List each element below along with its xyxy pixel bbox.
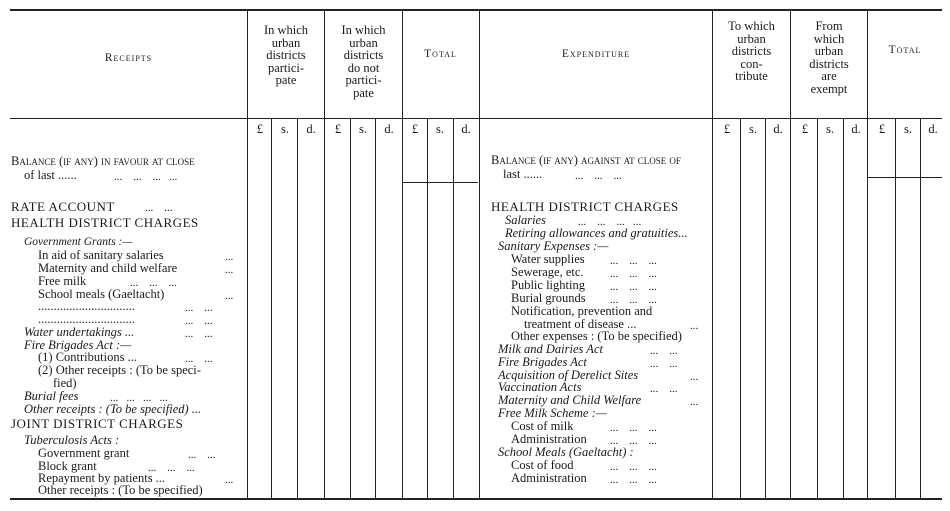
total-rule-right: [868, 177, 942, 178]
shilling-label: s.: [281, 122, 289, 136]
sub-divider: [453, 118, 454, 499]
leader-dots: ... ... ...: [610, 422, 657, 434]
expenditure-heading: Expenditure: [561, 48, 631, 60]
expenditure-row: Maternity and Child Welfare: [498, 393, 642, 407]
pound-label: £: [334, 122, 342, 136]
not-participate-heading: [325, 24, 402, 99]
expenditure-row: Public lighting: [511, 278, 585, 292]
expenditure-row: Acquisition of Derelict Sites: [498, 368, 639, 382]
expenditure-row: Cost of food: [511, 458, 574, 472]
leader-dots: ... ...: [185, 328, 213, 340]
header-rule: [10, 118, 942, 119]
leader-dots: ... ... ... ...: [110, 392, 168, 404]
receipts-row: In aid of sanitary salaries: [38, 248, 164, 262]
pound-label: £: [256, 122, 264, 136]
header-line: pate: [353, 85, 374, 100]
leader-dots: ... ... ...: [610, 268, 657, 280]
leader-dots: ...: [225, 474, 234, 486]
leader-dots: ...: [225, 264, 234, 276]
header-line: are: [821, 69, 837, 83]
expenditure-row: Sewerage, etc.: [511, 265, 584, 279]
sub-divider: [843, 118, 844, 499]
col-divider: [867, 10, 868, 499]
receipts-heading: Receipts: [104, 52, 153, 64]
receipts-row: ...............................: [38, 299, 135, 313]
receipts-row: Water undertakings ...: [24, 325, 135, 339]
leader-dots: ...: [225, 251, 234, 263]
expenditure-row: Water supplies: [511, 252, 585, 266]
col-divider: [479, 10, 480, 499]
pound-label: £: [411, 122, 419, 136]
sub-divider: [765, 118, 766, 499]
expenditure-row: Administration: [511, 471, 587, 485]
receipts-row: Other receipts : (To be specified) ...: [24, 402, 202, 416]
header-line: From: [815, 19, 843, 33]
leader-dots: ... ...: [650, 358, 678, 370]
expenditure-row: Fire Brigades Act: [498, 355, 587, 369]
leader-dots: ... ...: [185, 302, 213, 314]
receipts-row: ...............................: [38, 312, 135, 326]
expenditure-row: HEALTH DISTRICT CHARGES: [491, 199, 679, 214]
sub-divider: [895, 118, 896, 499]
total-heading: Total: [424, 48, 457, 60]
header-line: exempt: [810, 81, 848, 96]
header-line: urban: [271, 35, 301, 50]
pence-label: d.: [928, 122, 938, 136]
expenditure-row: Retiring allowances and gratuities...: [505, 226, 688, 240]
expenditure-row: Free Milk Scheme :—: [498, 406, 607, 420]
header-line: To which: [728, 19, 775, 33]
receipts-row: Government Grants :—: [24, 236, 133, 248]
receipts-row: of last ......: [24, 168, 77, 182]
leader-dots: ...: [690, 320, 699, 332]
header-line: urban: [737, 31, 766, 46]
contribute-heading: [713, 20, 790, 83]
pence-label: d.: [461, 122, 471, 136]
receipts-row: Fire Brigades Act :—: [24, 338, 132, 352]
leader-dots: ... ...: [650, 383, 678, 395]
leader-dots: ... ... ...: [575, 170, 622, 182]
sub-divider: [740, 118, 741, 499]
header-line: districts: [809, 56, 849, 71]
leader-dots: ... ...: [650, 345, 678, 357]
leader-dots: ... ... ...: [610, 255, 657, 267]
header-line: which: [813, 31, 845, 46]
header-line: districts: [343, 48, 384, 62]
pence-label: d.: [773, 122, 783, 136]
leader-dots: ... ... ... ...: [578, 216, 642, 228]
pence-label: d.: [384, 122, 394, 136]
receipts-row: Burial fees: [24, 389, 79, 403]
receipts-row: Other receipts : (To be specified): [38, 483, 203, 497]
header-line: con-: [740, 56, 763, 71]
expenditure-row: Administration: [511, 432, 587, 446]
leader-dots: ...: [690, 371, 699, 383]
header-line: urban: [814, 44, 844, 58]
sub-divider: [297, 118, 298, 499]
expenditure-row: Other expenses : (To be specified): [511, 329, 682, 343]
header-line: partici-: [345, 73, 382, 87]
receipts-row: Government grant: [38, 446, 130, 460]
receipts-row: HEALTH DISTRICT CHARGES: [11, 215, 199, 230]
total-rule-left: [403, 182, 478, 183]
expenditure-row: Milk and Dairies Act: [498, 342, 603, 356]
col-divider: [712, 10, 713, 499]
leader-dots: ... ... ...: [610, 281, 657, 293]
receipts-row: (1) Contributions ...: [38, 350, 137, 364]
expenditure-row: Balance (if any) against at close of: [491, 153, 681, 167]
header-line: In which: [263, 23, 309, 37]
receipts-row: School meals (Gaeltacht): [38, 287, 165, 301]
shilling-label: s.: [359, 122, 367, 136]
pence-label: d.: [306, 122, 316, 136]
sub-divider: [375, 118, 376, 499]
header-line: tribute: [735, 69, 768, 83]
expenditure-row: Cost of milk: [511, 419, 574, 433]
header-line: districts: [266, 48, 306, 62]
receipts-row: JOINT DISTRICT CHARGES: [11, 416, 184, 431]
leader-dots: ... ...: [145, 202, 173, 214]
header-line: partici-: [267, 60, 305, 75]
expenditure-row: Salaries: [505, 213, 546, 227]
sub-divider: [271, 118, 272, 499]
leader-dots: ...: [690, 396, 699, 408]
receipts-row: Repayment by patients ...: [38, 471, 166, 485]
leader-dots: ... ... ...: [610, 474, 657, 486]
leader-dots: ...: [225, 290, 234, 302]
bottom-rule: [10, 498, 942, 500]
shilling-label: s.: [436, 122, 444, 136]
leader-dots: ... ... ...: [130, 277, 177, 289]
receipts-row: Free milk: [38, 274, 87, 288]
leader-dots: ... ...: [188, 449, 216, 461]
exempt-heading: [791, 20, 867, 95]
leader-dots: ... ... ...: [610, 294, 657, 306]
shilling-label: s.: [826, 122, 834, 136]
sub-divider: [350, 118, 351, 499]
leader-dots: ... ...: [185, 315, 213, 327]
receipts-row: RATE ACCOUNT: [11, 199, 115, 214]
shilling-label: s.: [749, 122, 757, 136]
expenditure-row: last ......: [503, 167, 543, 181]
expenditure-row: Notification, prevention and: [511, 304, 653, 318]
header-line: In which: [341, 23, 386, 37]
receipts-row: Balance (if any) in favour at close: [11, 154, 195, 168]
sub-divider: [427, 118, 428, 499]
sub-divider: [920, 118, 921, 499]
header-line: urban: [349, 35, 378, 50]
expenditure-row: Burial grounds: [511, 291, 586, 305]
pound-label: £: [723, 122, 731, 136]
pound-label: £: [801, 122, 809, 136]
col-divider: [402, 10, 403, 499]
receipts-row: Block grant: [38, 459, 97, 473]
pound-label: £: [878, 122, 886, 136]
leader-dots: ... ... ...: [610, 435, 657, 447]
header-line: pate: [275, 73, 297, 87]
top-rule: [10, 9, 942, 11]
expenditure-row: Sanitary Expenses :—: [498, 239, 609, 253]
sub-divider: [817, 118, 818, 499]
shilling-label: s.: [904, 122, 912, 136]
header-line: do not: [347, 60, 380, 75]
leader-dots: ... ...: [185, 353, 213, 365]
expenditure-row: School Meals (Gaeltacht) :: [498, 445, 634, 459]
leader-dots: ... ... ...: [148, 462, 195, 474]
receipts-row: fied): [53, 376, 77, 390]
receipts-row: (2) Other receipts : (To be speci-: [38, 363, 201, 377]
expenditure-row: treatment of disease ...: [524, 317, 637, 331]
receipts-row: Tuberculosis Acts :: [24, 433, 120, 447]
receipts-row: Maternity and child welfare: [38, 261, 178, 275]
header-line: districts: [731, 44, 772, 58]
expenditure-row: Vaccination Acts: [498, 380, 582, 394]
leader-dots: ... ... ... ...: [114, 171, 178, 183]
leader-dots: ... ... ...: [610, 461, 657, 473]
participate-heading: [248, 24, 324, 87]
pence-label: d.: [851, 122, 861, 136]
total-heading-2: Total: [888, 44, 922, 56]
